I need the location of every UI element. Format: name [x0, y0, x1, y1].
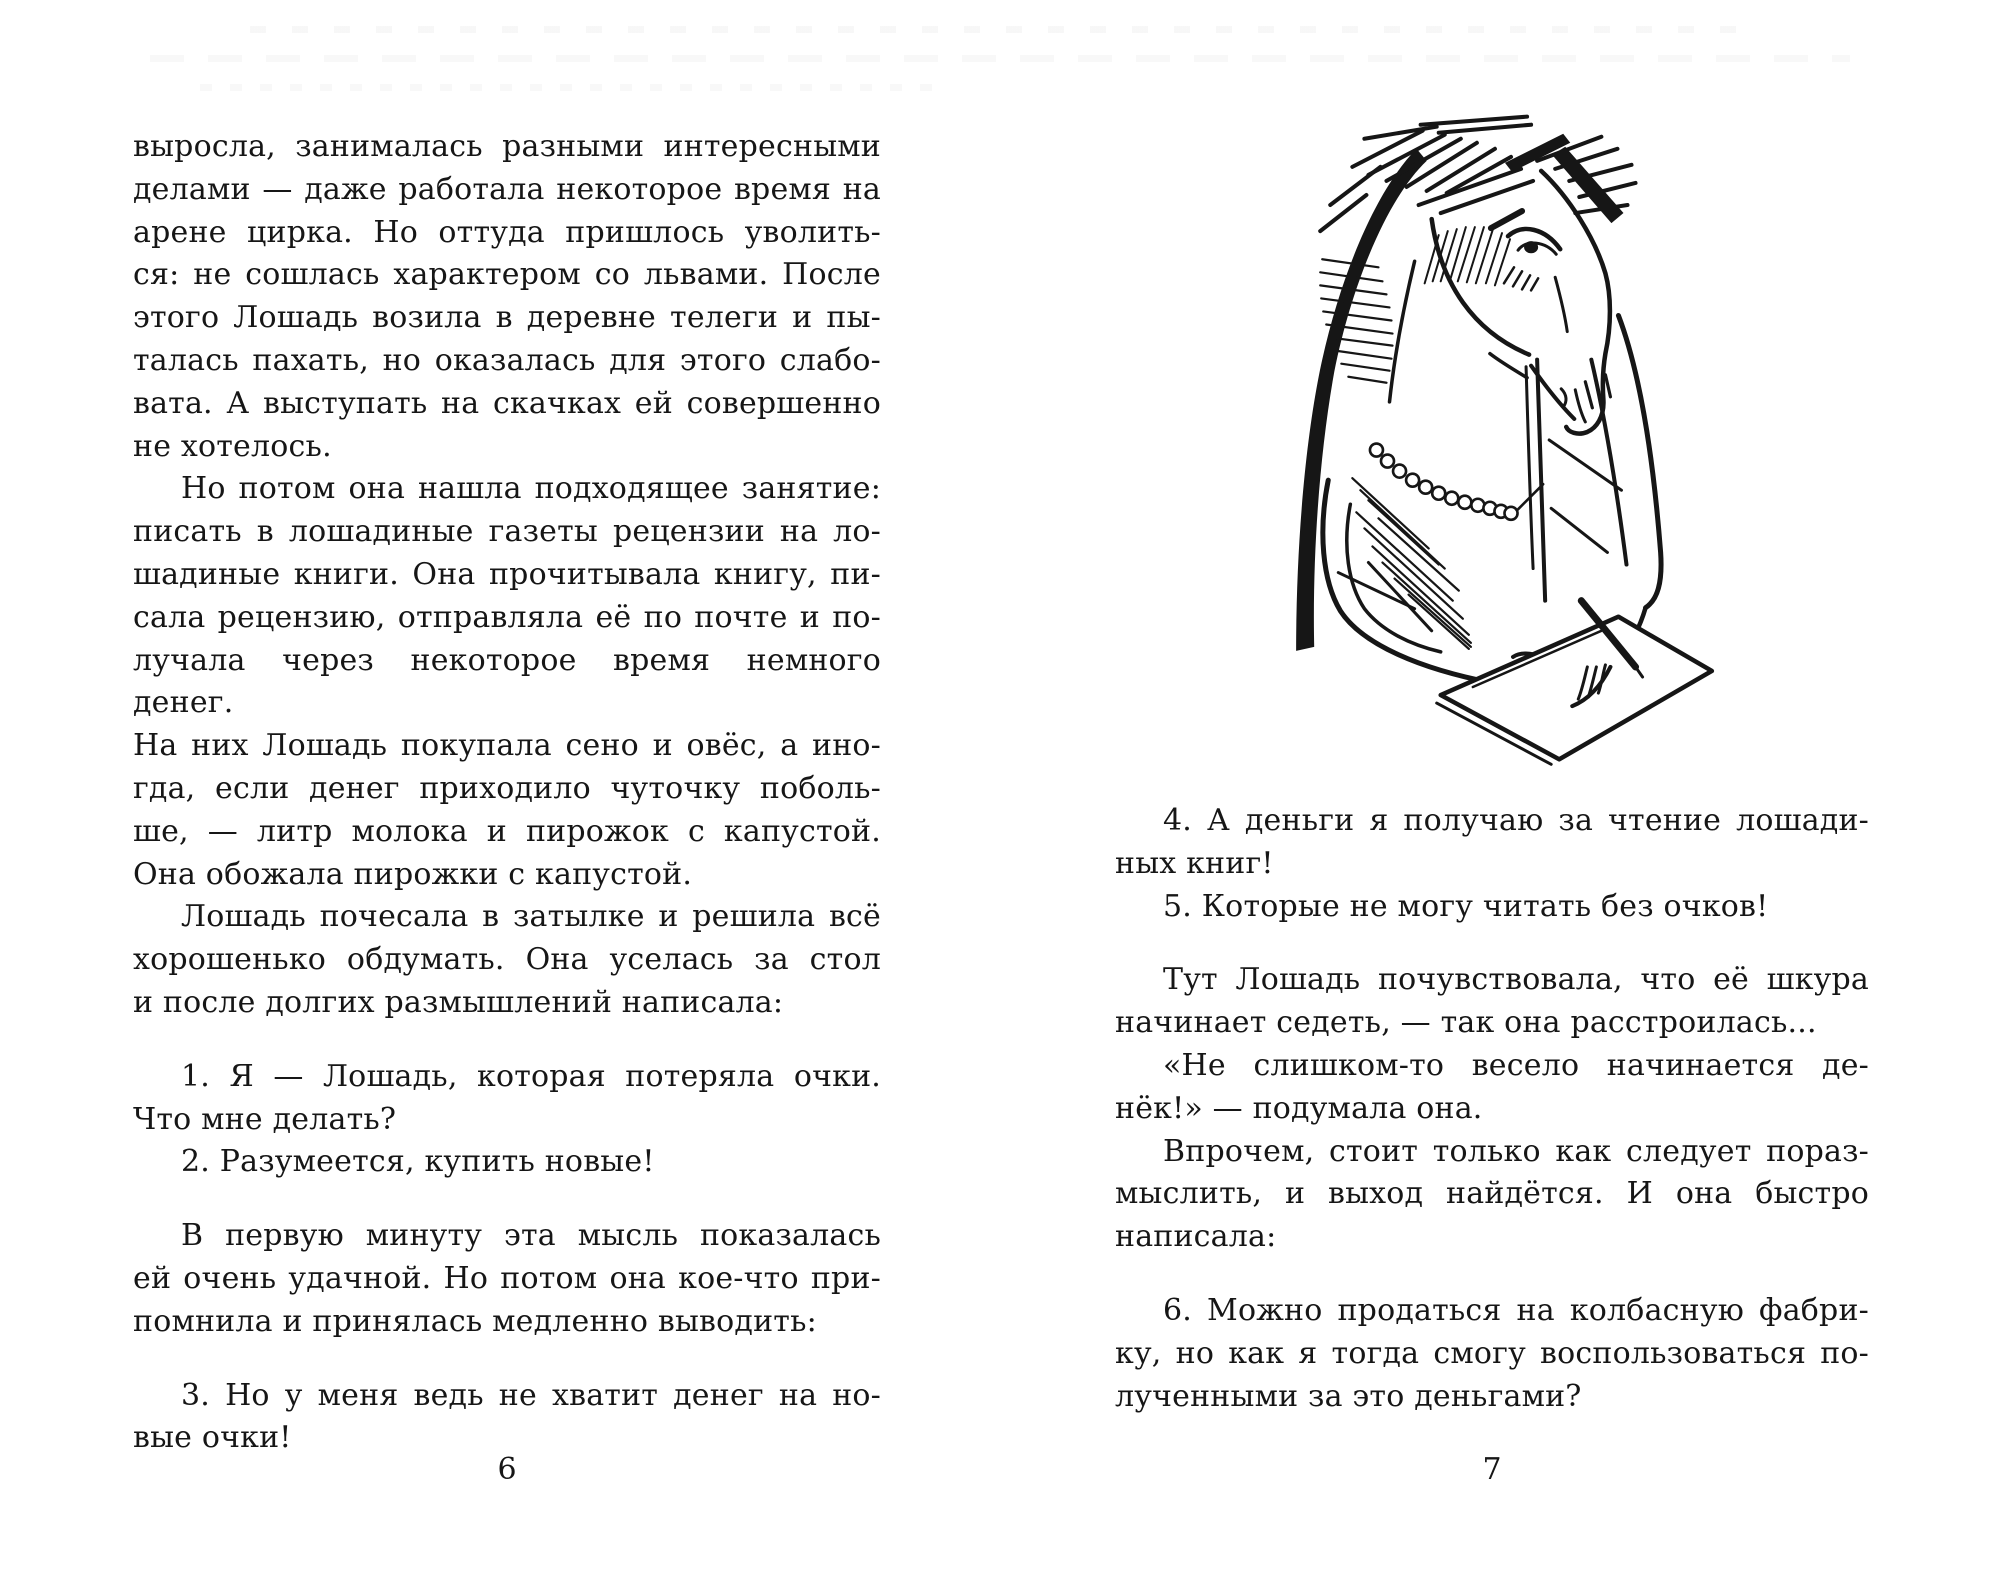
paragraph	[133, 126, 881, 468]
text-line: Лошадь почесала в затылке и решила всё	[181, 899, 881, 935]
text-line: мыслить, и выход найдётся. И она быстро	[1115, 1176, 1869, 1212]
scan-artifact	[200, 84, 950, 91]
text-line: написала:	[1115, 1219, 1277, 1255]
right-page-number: 7	[1482, 1452, 1502, 1487]
text-line: Впрочем, стоит только как следует пораз-	[1163, 1133, 1869, 1169]
horse-eye	[1491, 211, 1560, 290]
text-line: сала рецензию, отправляла её по почте и по-	[133, 599, 881, 635]
text-line: Она обожала пирожки с капустой.	[133, 856, 693, 892]
text-line: Но потом она нашла подходящее занятие:	[181, 471, 881, 507]
scan-artifact	[150, 55, 1850, 62]
left-page-number: 6	[497, 1452, 517, 1487]
paragraph	[1115, 1045, 1869, 1131]
text-line: помнила и принялась медленно выводить:	[133, 1303, 817, 1339]
text-line: ся: не сошлась характером со львами. После	[133, 257, 881, 293]
text-line: ше, — литр молока и пирожок с капустой.	[133, 813, 881, 849]
text-line: выросла, занималась разными интересными	[133, 129, 881, 164]
scan-artifact	[250, 26, 1750, 33]
text-line: лучала через некоторое время немного денег.	[133, 642, 881, 721]
text-line: нёк!» — подумала она.	[1115, 1090, 1483, 1126]
text-line: талась пахать, но оказалась для этого слабо-	[133, 342, 881, 378]
text-line: ку, но как я тогда смогу воспользоваться по-	[1115, 1335, 1869, 1371]
text-line: 5. Которые не могу читать без очков!	[1163, 888, 1769, 924]
paragraph	[1115, 800, 1869, 886]
text-line: ных книг!	[1115, 845, 1274, 881]
text-line: арене цирка. Но оттуда пришлось уволить-	[133, 214, 881, 250]
text-line: 3. Но у меня ведь не хватит денег на но-	[181, 1377, 881, 1413]
text-line: вые очки!	[133, 1420, 292, 1456]
paragraph	[133, 1141, 881, 1184]
paragraph	[133, 1375, 881, 1461]
face-hatching	[1425, 227, 1510, 285]
horse-neck	[1526, 360, 1545, 601]
text-line: этого Лошадь возила в деревне телеги и пы-	[133, 300, 881, 336]
text-line: вата. А выступать на скачках ей совершенно	[133, 385, 881, 421]
text-line: «Не слишком-то весело начинается де-	[1163, 1047, 1869, 1083]
horse-mane-band	[1296, 149, 1427, 651]
text-line: 1. Я — Лошадь, которая потеряла очки.	[181, 1058, 881, 1094]
right-page-text	[1115, 800, 1869, 1418]
text-line: лученными за это деньгами?	[1115, 1378, 1582, 1414]
text-line: гда, если денег приходило чуточку поболь-	[133, 770, 881, 806]
text-line: 2. Разумеется, купить новые!	[181, 1144, 655, 1180]
text-line: Что мне делать?	[133, 1101, 397, 1137]
paragraph	[133, 1056, 881, 1142]
paragraph	[133, 896, 881, 1024]
text-line: начинает седеть, — так она расстроилась...	[1115, 1005, 1817, 1041]
necklace	[1370, 444, 1543, 520]
paragraph	[1115, 959, 1869, 1045]
paragraph	[1115, 886, 1869, 929]
paragraph	[1115, 1290, 1869, 1418]
paper-sheet	[1437, 617, 1712, 765]
paragraph	[1115, 1131, 1869, 1259]
text-line: писать в лошадиные газеты рецензии на ло-	[133, 514, 881, 550]
text-line: делами — даже работала некоторое время на	[133, 171, 881, 207]
text-line: не хотелось.	[133, 428, 332, 464]
left-page-text	[133, 126, 881, 1460]
text-line: ей очень удачной. Но потом она кое-что при-	[133, 1260, 881, 1296]
text-line: Тут Лошадь почувствовала, что её шкура	[1163, 962, 1869, 998]
paragraph	[133, 1215, 881, 1343]
text-line: На них Лошадь покупала сено и овёс, а ино-	[133, 728, 881, 764]
text-line: шадиные книги. Она прочитывала книгу, пи-	[133, 556, 881, 592]
text-line: 6. Можно продаться на колбасную фабри-	[1163, 1292, 1869, 1328]
text-line: В первую минуту эта мысль показалась	[181, 1218, 881, 1254]
horse-illustration	[1268, 108, 1750, 772]
paragraph	[133, 468, 881, 896]
text-line: хорошенько обдумать. Она уселась за стол	[133, 942, 881, 978]
text-line: и после долгих размышлений написала:	[133, 984, 784, 1020]
text-line: 4. А деньги я получаю за чтение лошади-	[1163, 803, 1869, 838]
